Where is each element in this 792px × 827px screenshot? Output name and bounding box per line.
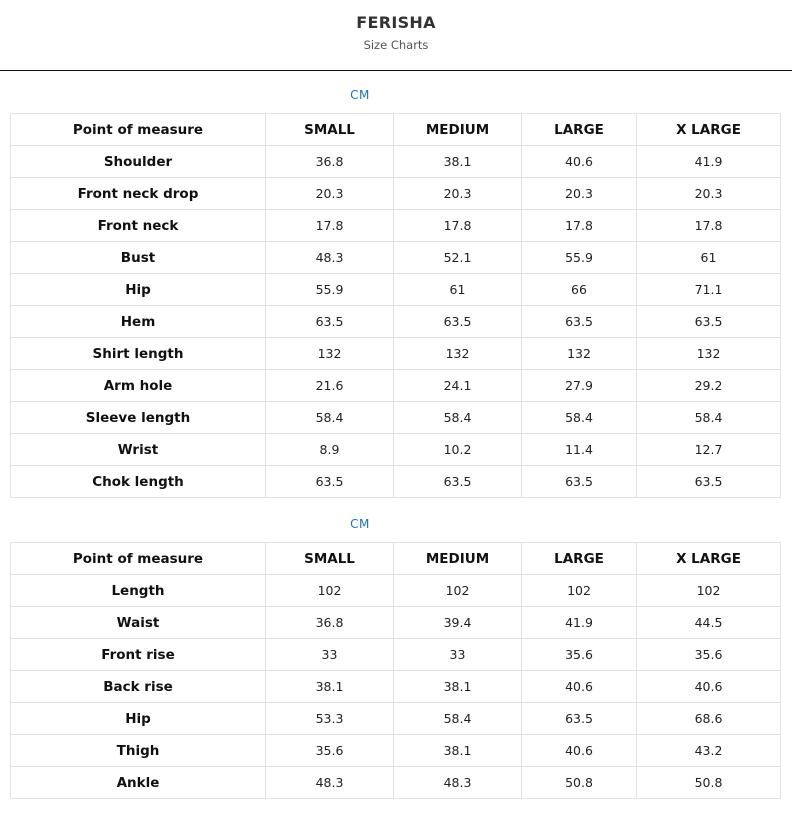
- table-row: [11, 274, 781, 306]
- table-row: [11, 338, 781, 370]
- measure-value-cell: 55.9: [522, 242, 637, 274]
- table-row: [11, 671, 781, 703]
- measure-value-cell: 132: [637, 338, 781, 370]
- measure-value-cell: 63.5: [522, 466, 637, 498]
- column-header-point-of-measure: Point of measure: [11, 114, 266, 146]
- column-header-size: LARGE: [522, 114, 637, 146]
- measure-value-cell: 38.1: [394, 671, 522, 703]
- measure-name-cell: Hip: [11, 274, 266, 306]
- measure-value-cell: 68.6: [637, 703, 781, 735]
- measure-value-cell: 132: [522, 338, 637, 370]
- measure-name-cell: Ankle: [11, 767, 266, 799]
- page-subtitle: Size Charts: [363, 38, 429, 52]
- measure-value-cell: 102: [266, 575, 394, 607]
- measure-name-cell: Chok length: [11, 466, 266, 498]
- measure-value-cell: 20.3: [394, 178, 522, 210]
- measure-value-cell: 58.4: [394, 703, 522, 735]
- measure-value-cell: 132: [394, 338, 522, 370]
- table-row: [11, 703, 781, 735]
- measure-value-cell: 58.4: [394, 402, 522, 434]
- measure-value-cell: 38.1: [394, 735, 522, 767]
- measure-value-cell: 63.5: [394, 306, 522, 338]
- measure-value-cell: 132: [266, 338, 394, 370]
- measure-value-cell: 29.2: [637, 370, 781, 402]
- measure-value-cell: 52.1: [394, 242, 522, 274]
- table-header-row: [11, 114, 781, 146]
- measure-value-cell: 43.2: [637, 735, 781, 767]
- measure-value-cell: 63.5: [394, 466, 522, 498]
- measure-value-cell: 50.8: [637, 767, 781, 799]
- measure-value-cell: 50.8: [522, 767, 637, 799]
- measure-value-cell: 38.1: [266, 671, 394, 703]
- measure-name-cell: Front neck: [11, 210, 266, 242]
- table-row: [11, 434, 781, 466]
- measure-name-cell: Front neck drop: [11, 178, 266, 210]
- table-row: [11, 178, 781, 210]
- measure-value-cell: 66: [522, 274, 637, 306]
- measure-value-cell: 17.8: [266, 210, 394, 242]
- column-header-size: LARGE: [522, 543, 637, 575]
- measure-name-cell: Shirt length: [11, 338, 266, 370]
- measure-value-cell: 48.3: [394, 767, 522, 799]
- table-row: [11, 242, 781, 274]
- table-row: [11, 466, 781, 498]
- measure-value-cell: 17.8: [394, 210, 522, 242]
- measure-value-cell: 20.3: [637, 178, 781, 210]
- measure-name-cell: Front rise: [11, 639, 266, 671]
- measure-value-cell: 40.6: [637, 671, 781, 703]
- measure-value-cell: 44.5: [637, 607, 781, 639]
- measure-name-cell: Thigh: [11, 735, 266, 767]
- measure-value-cell: 36.8: [266, 146, 394, 178]
- measure-value-cell: 41.9: [637, 146, 781, 178]
- measure-value-cell: 102: [394, 575, 522, 607]
- measure-value-cell: 53.3: [266, 703, 394, 735]
- bottom-size-table: [10, 542, 781, 799]
- measure-value-cell: 63.5: [637, 466, 781, 498]
- measure-name-cell: Length: [11, 575, 266, 607]
- measure-value-cell: 102: [522, 575, 637, 607]
- measure-name-cell: Sleeve length: [11, 402, 266, 434]
- unit-label-top: CM: [350, 88, 370, 102]
- brand-title: FERISHA: [356, 13, 436, 32]
- measure-name-cell: Bust: [11, 242, 266, 274]
- unit-label-bottom: CM: [350, 517, 370, 531]
- measure-value-cell: 63.5: [522, 703, 637, 735]
- measure-value-cell: 33: [394, 639, 522, 671]
- measure-value-cell: 71.1: [637, 274, 781, 306]
- measure-value-cell: 35.6: [637, 639, 781, 671]
- measure-value-cell: 40.6: [522, 735, 637, 767]
- measure-value-cell: 63.5: [522, 306, 637, 338]
- table-row: [11, 370, 781, 402]
- measure-value-cell: 17.8: [522, 210, 637, 242]
- measure-value-cell: 10.2: [394, 434, 522, 466]
- measure-value-cell: 35.6: [522, 639, 637, 671]
- column-header-size: X LARGE: [637, 543, 781, 575]
- measure-value-cell: 40.6: [522, 671, 637, 703]
- measure-value-cell: 20.3: [266, 178, 394, 210]
- measure-value-cell: 20.3: [522, 178, 637, 210]
- table-row: [11, 607, 781, 639]
- column-header-size: SMALL: [266, 114, 394, 146]
- measure-name-cell: Arm hole: [11, 370, 266, 402]
- table-row: [11, 639, 781, 671]
- measure-value-cell: 36.8: [266, 607, 394, 639]
- table-header-row: [11, 543, 781, 575]
- measure-value-cell: 61: [637, 242, 781, 274]
- measure-value-cell: 48.3: [266, 242, 394, 274]
- measure-value-cell: 58.4: [637, 402, 781, 434]
- measure-value-cell: 102: [637, 575, 781, 607]
- column-header-size: X LARGE: [637, 114, 781, 146]
- measure-value-cell: 61: [394, 274, 522, 306]
- measure-value-cell: 33: [266, 639, 394, 671]
- measure-value-cell: 17.8: [637, 210, 781, 242]
- measure-value-cell: 55.9: [266, 274, 394, 306]
- measure-value-cell: 8.9: [266, 434, 394, 466]
- measure-value-cell: 27.9: [522, 370, 637, 402]
- measure-value-cell: 63.5: [266, 306, 394, 338]
- table-row: [11, 210, 781, 242]
- measure-name-cell: Back rise: [11, 671, 266, 703]
- page-header: [0, 0, 792, 70]
- measure-name-cell: Hip: [11, 703, 266, 735]
- table-row: [11, 402, 781, 434]
- measure-name-cell: Shoulder: [11, 146, 266, 178]
- measure-value-cell: 11.4: [522, 434, 637, 466]
- table-row: [11, 767, 781, 799]
- measure-value-cell: 58.4: [522, 402, 637, 434]
- measure-value-cell: 39.4: [394, 607, 522, 639]
- measure-value-cell: 40.6: [522, 146, 637, 178]
- measure-value-cell: 48.3: [266, 767, 394, 799]
- measure-name-cell: Wrist: [11, 434, 266, 466]
- measure-value-cell: 38.1: [394, 146, 522, 178]
- measure-name-cell: Hem: [11, 306, 266, 338]
- measure-value-cell: 35.6: [266, 735, 394, 767]
- table-row: [11, 306, 781, 338]
- header-divider: [0, 70, 792, 71]
- table-row: [11, 735, 781, 767]
- measure-value-cell: 12.7: [637, 434, 781, 466]
- measure-name-cell: Waist: [11, 607, 266, 639]
- measure-value-cell: 41.9: [522, 607, 637, 639]
- table-row: [11, 575, 781, 607]
- measure-value-cell: 63.5: [266, 466, 394, 498]
- top-size-table: [10, 113, 781, 498]
- column-header-point-of-measure: Point of measure: [11, 543, 266, 575]
- measure-value-cell: 24.1: [394, 370, 522, 402]
- column-header-size: SMALL: [266, 543, 394, 575]
- table-row: [11, 146, 781, 178]
- measure-value-cell: 63.5: [637, 306, 781, 338]
- measure-value-cell: 58.4: [266, 402, 394, 434]
- column-header-size: MEDIUM: [394, 543, 522, 575]
- column-header-size: MEDIUM: [394, 114, 522, 146]
- measure-value-cell: 21.6: [266, 370, 394, 402]
